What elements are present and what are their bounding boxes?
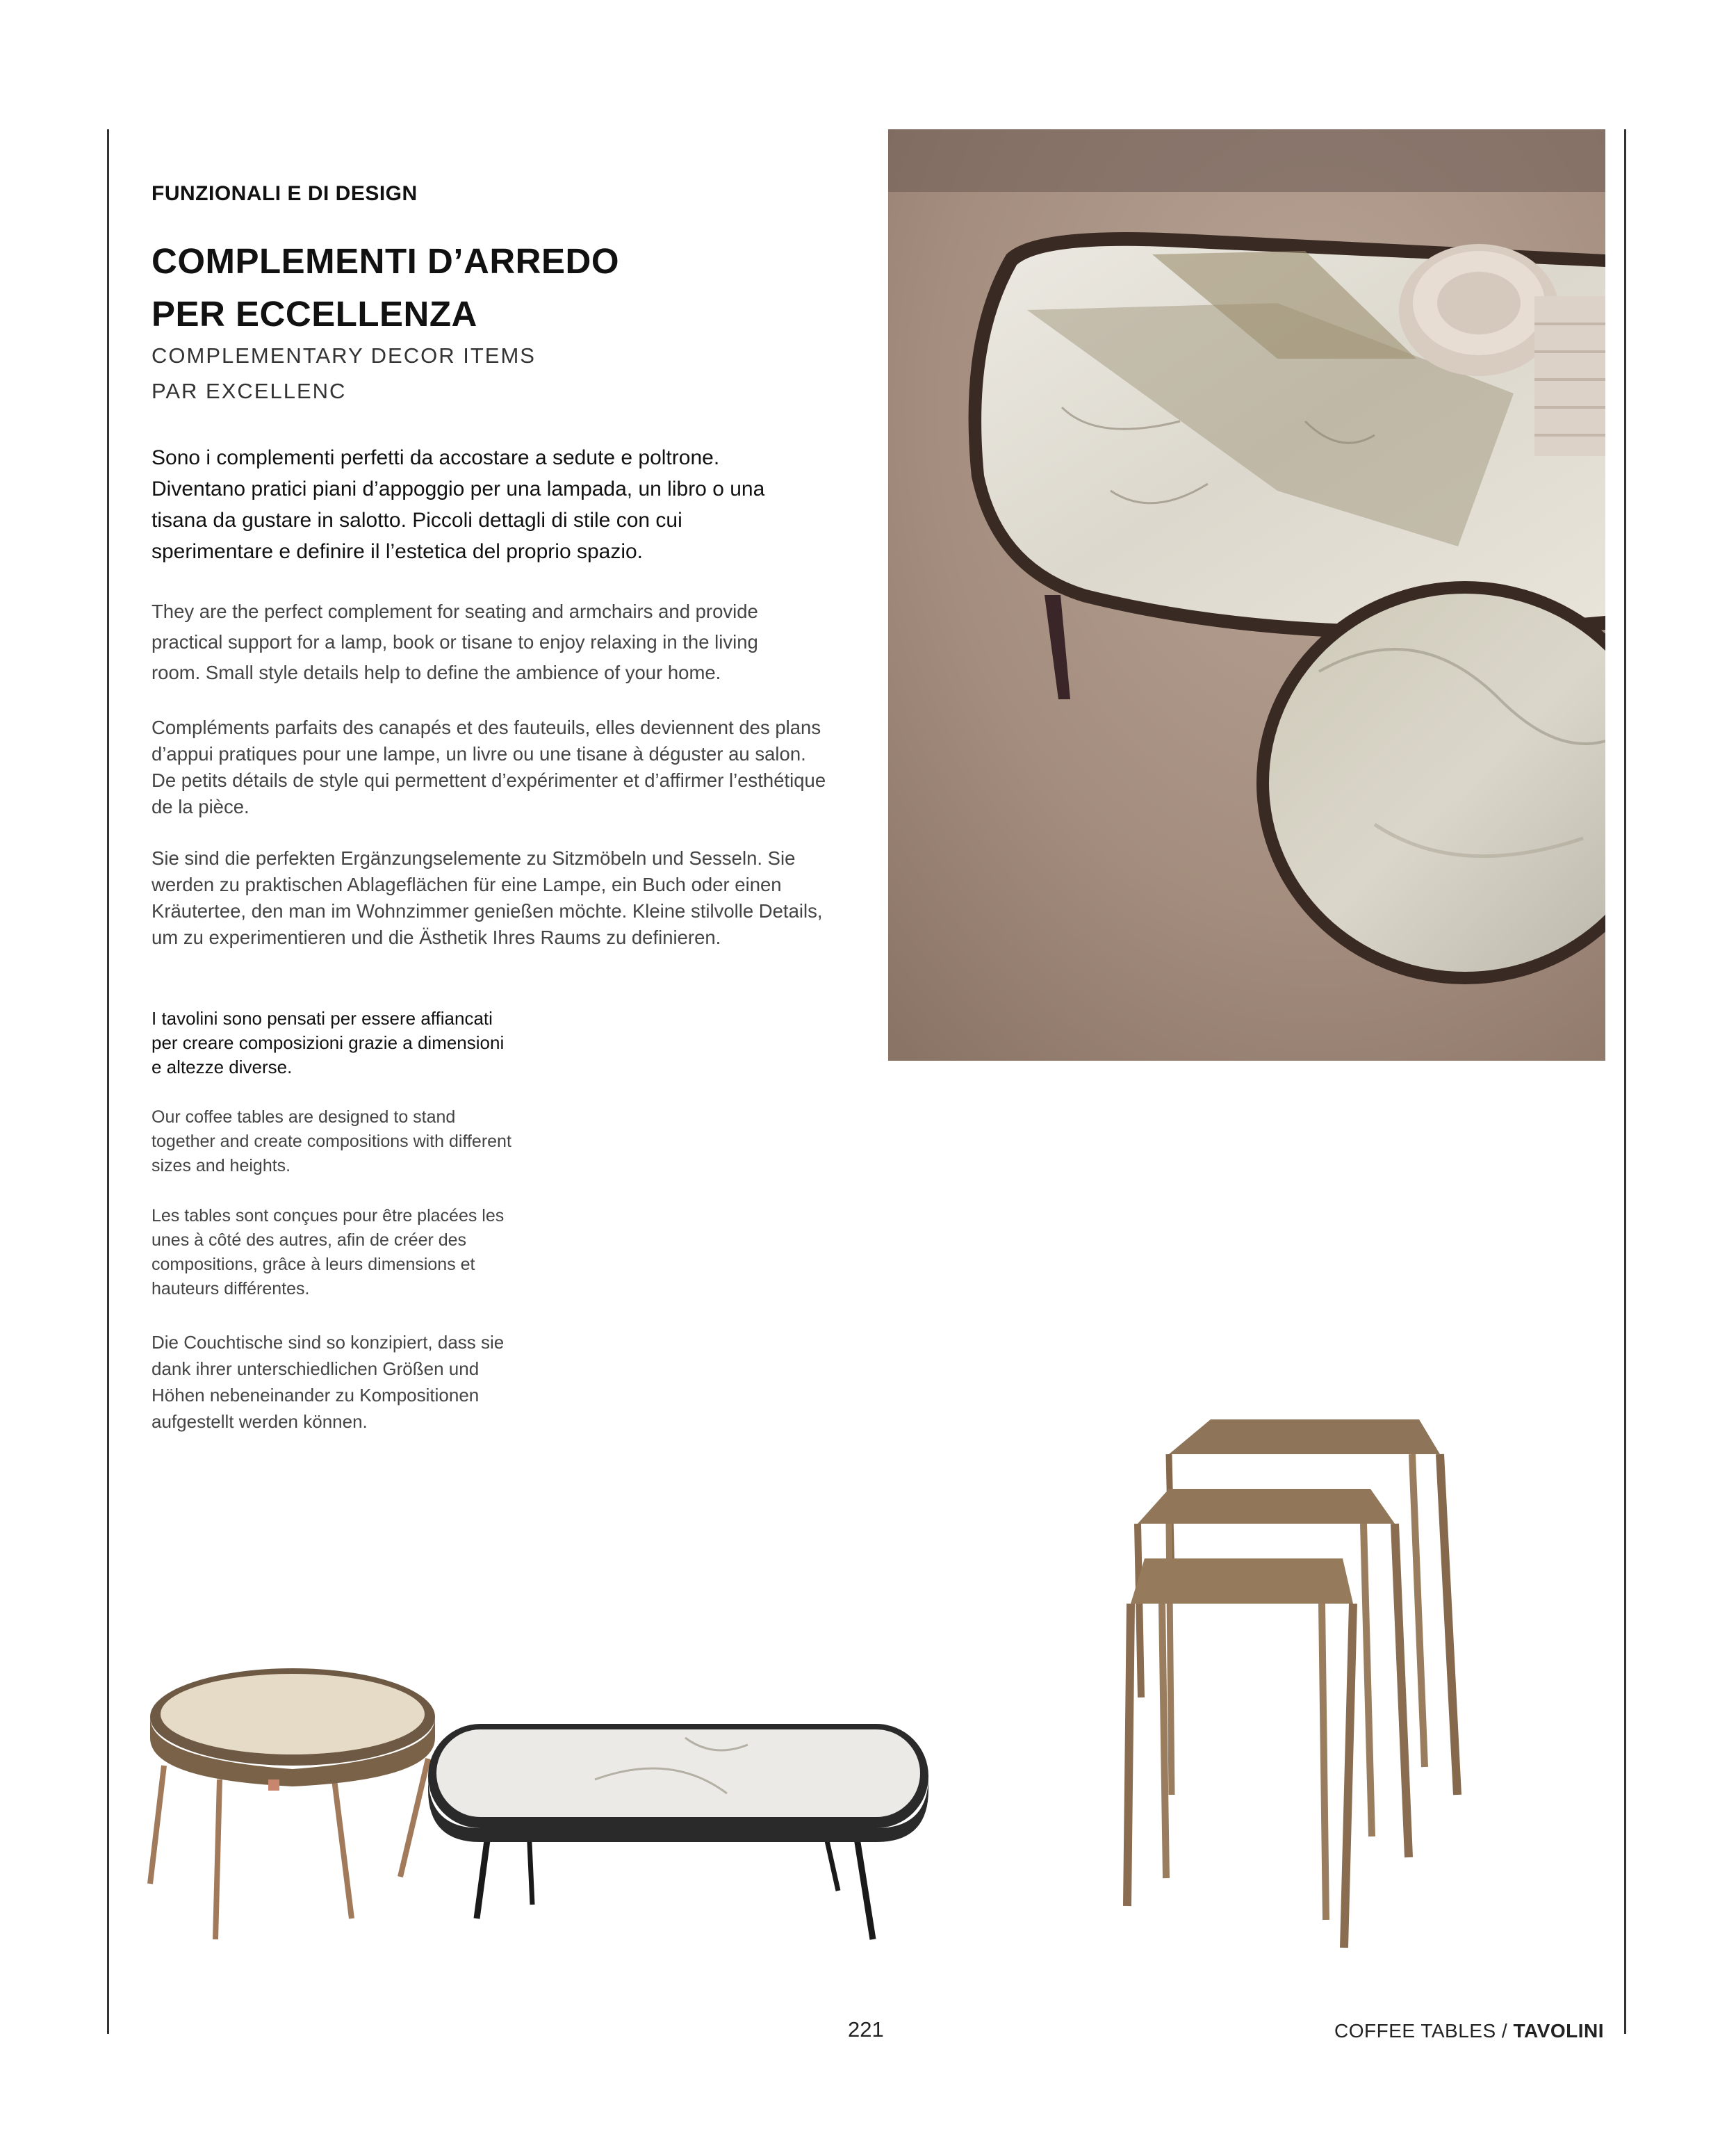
page-subtitle <box>152 338 536 409</box>
page-title <box>152 235 619 341</box>
title-line-2: PER ECCELLENZA <box>152 294 477 334</box>
lifestyle-photo <box>888 129 1605 1061</box>
title-line-1: COMPLEMENTI D’ARREDO <box>152 241 619 281</box>
intro-french: Compléments parfaits des canapés et des fauteuils, elles deviennent des plans d’appui pratiques pour une lampe, un livre ou une tisane à déguster au salon. De petits détails de style qui permettent d’expérimenter et d’affirmer l’esthétique de la pièce. <box>152 717 826 817</box>
left-margin-rule <box>107 129 109 2034</box>
page-number: 221 <box>848 2017 884 2042</box>
intro-english: They are the perfect complement for seating and armchairs and provide practical support for a lamp, book or tisane to enjoy relaxing in the living room. Small style details help to define the ambience of your home. <box>152 601 758 683</box>
running-footer <box>1334 2020 1604 2042</box>
subtitle-line-2: PAR EXCELLENC <box>152 379 347 403</box>
section-kicker: FUNZIONALI E DI DESIGN <box>152 182 418 205</box>
intro-italian: Sono i complementi perfetti da accostare a sedute e poltrone. Diventano pratici piani d’appoggio per una lampada, un libro o una tisana da gustare in salotto. Piccoli dettagli di stile con cui sperimentare e definire il l’estetica del proprio spazio. <box>152 446 765 563</box>
caption-italian: I tavolini sono pensati per essere affiancati per creare composizioni grazie a dimensioni e altezze diverse. <box>152 1008 505 1077</box>
product-oval-marble-table <box>421 1710 935 1953</box>
product-round-bronze-table <box>143 1654 449 1946</box>
product-nesting-tables <box>1120 1406 1551 1962</box>
intro-german: Sie sind die perfekten Ergänzungselemente zu Sitzmöbeln und Sesseln. Sie werden zu praktischen Ablageflächen für eine Lampe, ein Buch oder einen Kräutertee, den man im Wohnzimmer genießen möchte. Kleine stilvolle Details, um zu experimentieren und die Ästhetik Ihres Raums zu definieren. <box>152 847 823 948</box>
subtitle-line-1: COMPLEMENTARY DECOR ITEMS <box>152 343 536 368</box>
footer-section: COFFEE TABLES / <box>1334 2020 1514 2042</box>
caption-english: Our coffee tables are designed to stand together and create compositions with different sizes and heights. <box>152 1107 511 1175</box>
right-margin-rule <box>1624 129 1626 2034</box>
caption-french: Les tables sont conçues pour être placées les unes à côté des autres, afin de créer des compositions, grâce à leurs dimensions et hauteurs différentes. <box>152 1206 505 1298</box>
caption-german: Die Couchtische sind so konzipiert, dass sie dank ihrer unterschiedlichen Größen und Höhen nebeneinander zu Kompositionen aufgestellt werden können. <box>152 1332 505 1432</box>
footer-section-strong: TAVOLINI <box>1513 2020 1604 2042</box>
